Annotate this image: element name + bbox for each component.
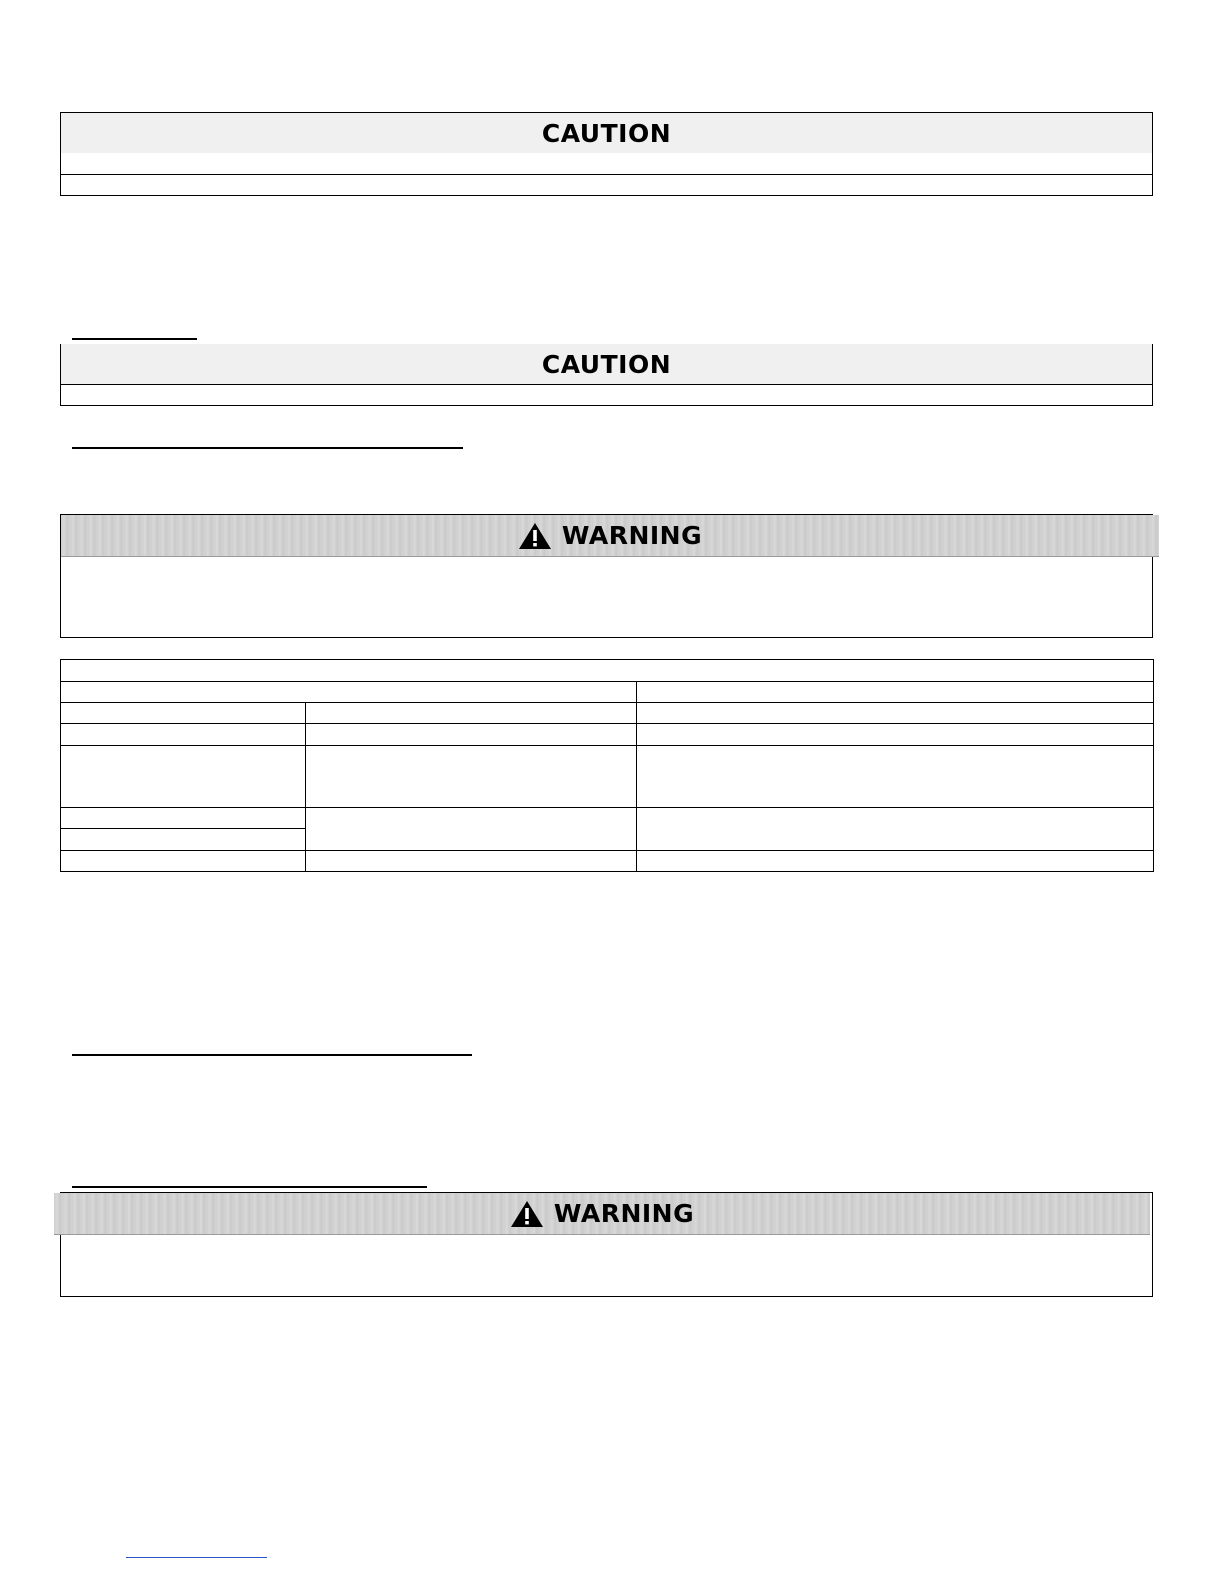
divider (61, 384, 1152, 385)
table-cell (637, 808, 1154, 851)
section-heading-underline (72, 447, 463, 449)
caution-header (61, 113, 1152, 153)
caution-title: CAUTION (541, 118, 672, 148)
table-cell (61, 808, 306, 829)
divider (61, 174, 1152, 175)
table-cell (637, 746, 1154, 808)
warning-triangle-icon (510, 1200, 544, 1228)
link-underline[interactable] (126, 1557, 267, 1558)
table-cell (637, 703, 1154, 724)
table-cell (306, 703, 637, 724)
warning-box-1 (60, 514, 1153, 638)
caution-box-2 (60, 344, 1153, 406)
table-cell (61, 703, 306, 724)
table-cell (61, 851, 306, 872)
warning-box-2 (60, 1192, 1153, 1297)
table-cell (637, 724, 1154, 746)
table-cell (306, 851, 637, 872)
caution-title: CAUTION (541, 349, 672, 379)
section-heading-underline (72, 1186, 427, 1188)
warning-title: WARNING (561, 521, 703, 550)
caution-box-1 (60, 112, 1153, 196)
table-row (61, 808, 1154, 829)
table-row (61, 660, 1154, 682)
table-cell (61, 746, 306, 808)
table-row (61, 703, 1154, 724)
table-cell (306, 746, 637, 808)
table-cell (306, 724, 637, 746)
table-cell (61, 829, 306, 851)
table-cell (61, 724, 306, 746)
table-row (61, 746, 1154, 808)
specifications-table (60, 659, 1154, 872)
section-heading-underline (72, 338, 197, 340)
table-cell (61, 682, 637, 703)
warning-header (54, 1193, 1150, 1235)
warning-triangle-icon (518, 522, 552, 550)
table-cell (61, 660, 1154, 682)
section-heading-underline (72, 1054, 472, 1056)
table-row (61, 724, 1154, 746)
warning-header (61, 515, 1159, 557)
caution-header (61, 344, 1152, 384)
table-row (61, 682, 1154, 703)
table-cell (637, 851, 1154, 872)
warning-title: WARNING (553, 1199, 695, 1228)
table-cell (306, 808, 637, 851)
table-row (61, 851, 1154, 872)
table-cell (637, 682, 1154, 703)
